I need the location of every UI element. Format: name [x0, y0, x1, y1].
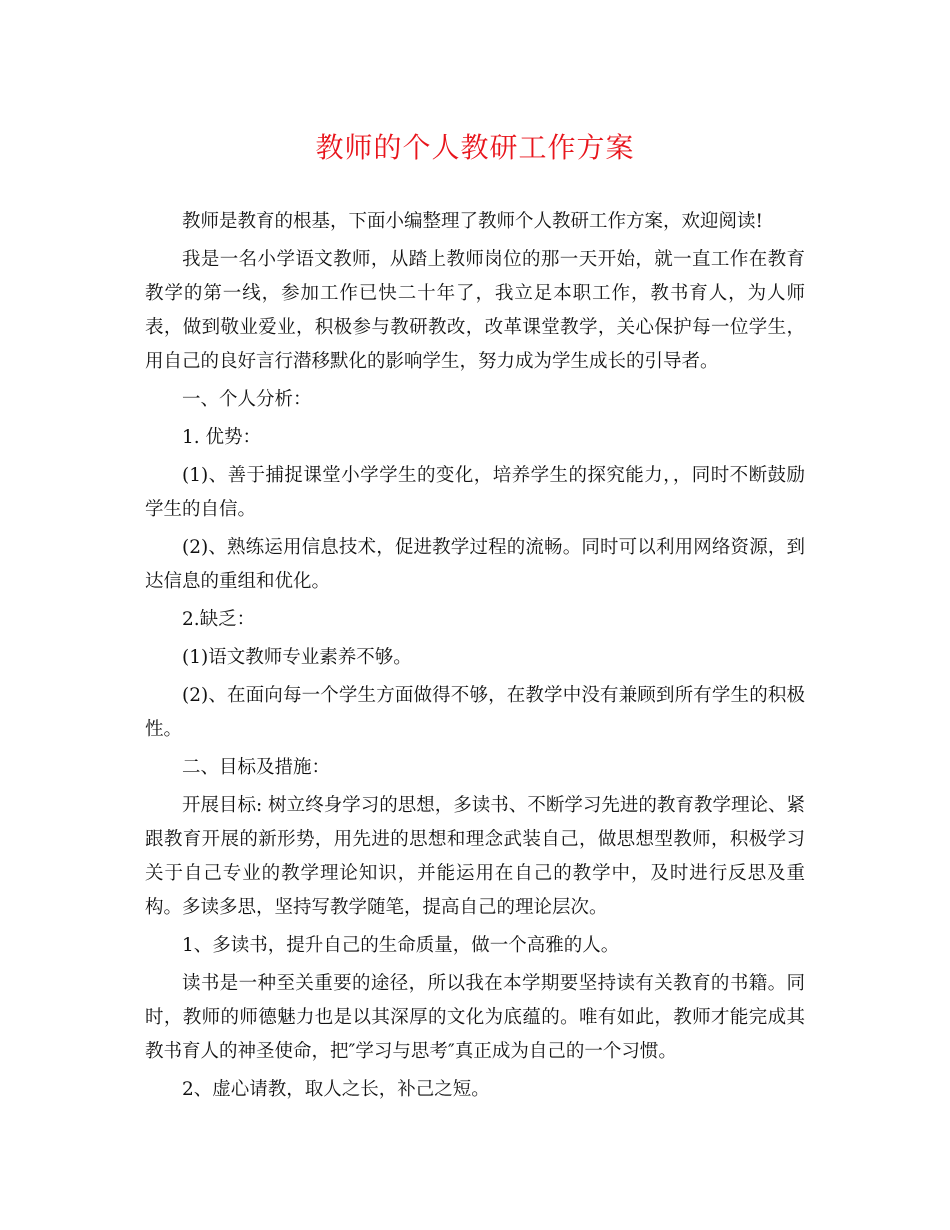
section-heading: 二、目标及措施：	[182, 757, 331, 778]
paragraph: 读书是一种至关重要的途径，所以我在本学期要坚持读有关教育的书籍。同时，教师的师德魅力也是以其深厚的文化为底蕴的。唯有如此，教师才能完成其教书育人的神圣使命，把″学习与思考″真正成为自己的一个习惯。	[145, 973, 805, 1062]
paragraph: (2)、在面向每一个学生方面做得不够，在教学中没有兼顾到所有学生的积极性。	[145, 685, 805, 740]
paragraph: 教师是教育的根基，下面小编整理了教师个人教研工作方案，欢迎阅读!	[182, 211, 763, 232]
document-title: 教师的个人教研工作方案	[315, 131, 635, 164]
section-heading: 一、个人分析：	[182, 389, 312, 410]
subsection-heading: 1. 优势：	[182, 427, 262, 448]
paragraph: 我是一名小学语文教师，从踏上教师岗位的那一天开始，就一直工作在教育教学的第一线，参加工作已快二十年了，我立足本职工作，教书育人，为人师表，做到敬业爱业，积极参与教研教改，改革课堂教学，关心保护每一位学生，用自己的良好言行潜移默化的影响学生，努力成为学生成长的引导者。	[145, 249, 805, 372]
subsection-heading: 2.缺乏：	[182, 609, 256, 630]
paragraph: (1)语文教师专业素养不够。	[182, 647, 412, 668]
paragraph: 开展目标: 树立终身学习的思想，多读书、不断学习先进的教育教学理论、紧跟教育开展的新形势，用先进的思想和理念武装自己，做思想型教师，积极学习关于自己专业的教学理论知识，并能运用在自己的教学中，及时进行反思及重构。多读多思，坚持写教学随笔，提高自己的理论层次。	[145, 795, 805, 918]
paragraph: 1、多读书，提升自己的生命质量，做一个高雅的人。	[182, 935, 620, 956]
paragraph: (2)、熟练运用信息技术，促进教学过程的流畅。同时可以利用网络资源，到达信息的重组和优化。	[145, 537, 805, 592]
paragraph: 2、虚心请教，取人之长，补己之短。	[182, 1079, 490, 1100]
paragraph: (1)、善于捕捉课堂小学学生的变化，培养学生的探究能力，，同时不断鼓励学生的自信。	[145, 465, 805, 520]
document-body	[145, 205, 805, 1111]
